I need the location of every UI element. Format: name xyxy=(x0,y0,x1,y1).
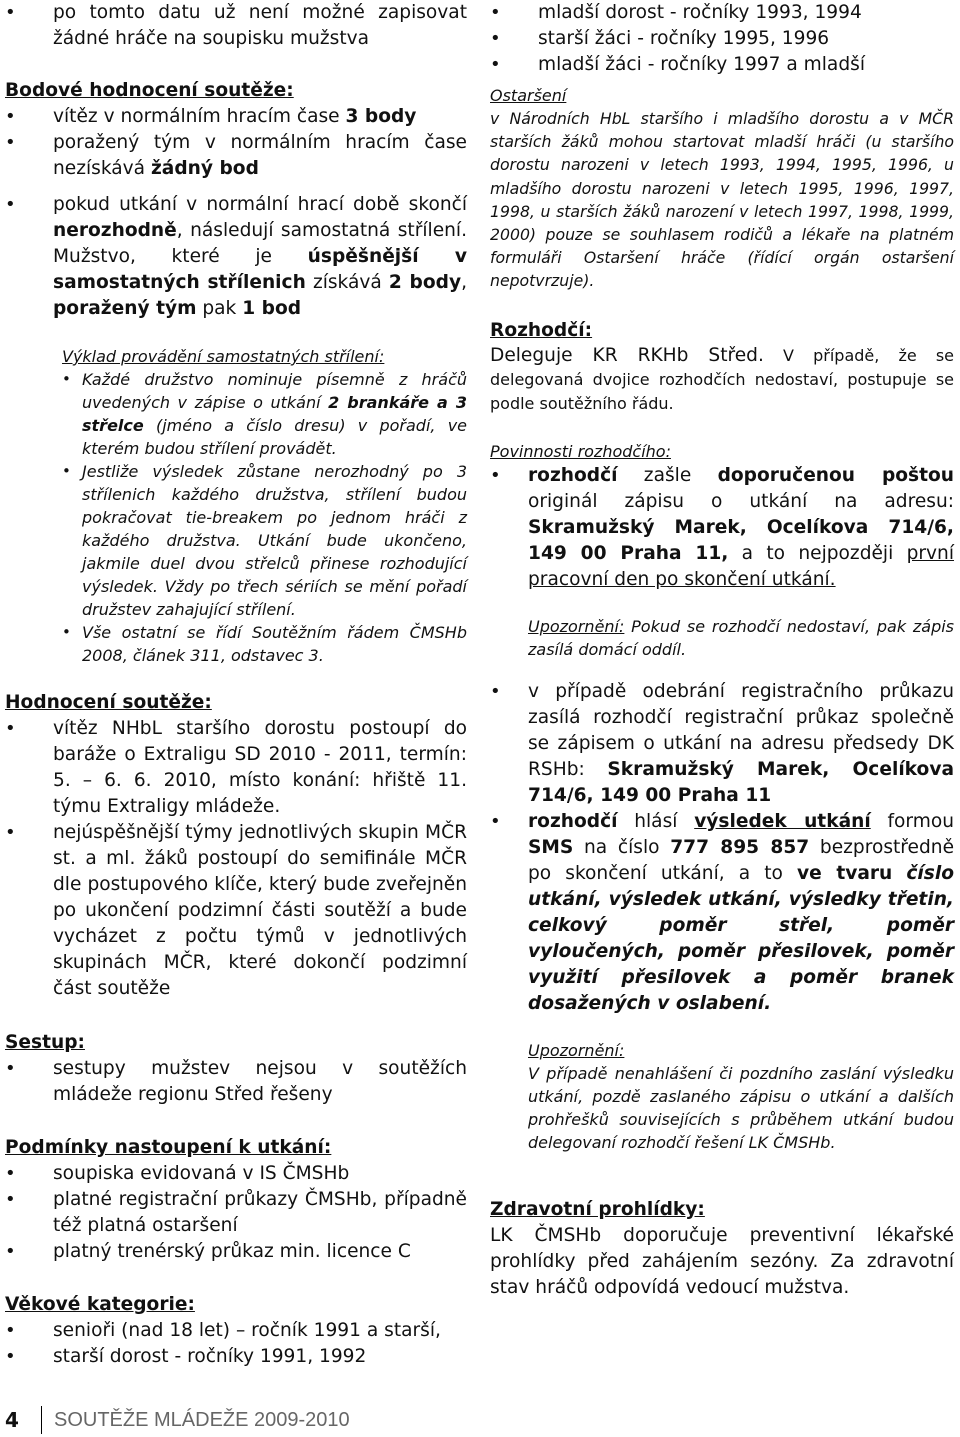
section-heading: Sestup: xyxy=(5,1032,85,1053)
footer-divider xyxy=(41,1406,42,1434)
list-item: • vítěz NHbL staršího dorostu postoupí do baráže o Extraligu SD 2010 - 2011, termín: 5. – 6. 6. 2010, místo konání: hřiště 11. týmu Extraligy mládeže. xyxy=(5,716,467,820)
list-item: • soupiska evidovaná v IS ČMSHb xyxy=(5,1161,467,1187)
section-heading: Podmínky nastoupení k utkání: xyxy=(5,1137,332,1158)
section-heading: Věkové kategorie: xyxy=(5,1294,195,1315)
section-text: Deleguje KR RKHb Střed. V případě, že se delegovaná dvojice rozhodčích nedostaví, postupuje se podle soutěžního řádu. xyxy=(490,345,955,413)
referee-duties-section xyxy=(490,440,954,1154)
medical-section xyxy=(490,1197,954,1301)
relegation-section xyxy=(5,1030,467,1108)
footer-title: SOUTĚŽE MLÁDEŽE 2009-2010 xyxy=(54,1408,350,1431)
list-item: • mladší žáci - ročníky 1997 a mladší xyxy=(490,52,954,78)
section-heading: Povinnosti rozhodčího: xyxy=(490,442,671,461)
list-item: • nejúspěšnější týmy jednotlivých skupin MČR st. a ml. žáků postoupí do semifinále MČR dle postupového klíče, který bude zveřejněn po ukončení podzimní části soutěží a bude vycházet z počtu týmů v jednotlivých skupinách MČR, které dokončí podzimní část soutěže xyxy=(5,820,467,1002)
section-text: v Národních HbL staršího i mladšího dorostu a v MČR starších žáků mohou startovat mladší hráči (u staršího dorostu narozeni v letech 1993, 1994, 1995, 1996, u mladšího dorostu narozeni v letech 1995, 1996, 1997, 1998, u starších žáků narození v letech 1997, 1998, 1999, 2000) pouze se souhlasem rodičů a lékaře na platném formuláři Ostaršení hráče (řídící orgán ostaršení nepotvrzuje). xyxy=(490,109,954,291)
list-item: • Jestliže výsledek zůstane nerozhodný po 3 střílenich každého družstva, střílení budou pokračovat tie-breakem po jednom hráči z každého družstva. Utkání bude ukončeno, jakmile duel dvou střelců přinese rozhodující výsledek. Vždy po třech sériích se mění pořadí družstev zahajující střílení. xyxy=(62,460,467,621)
page-footer xyxy=(5,1405,350,1435)
section-heading: Rozhodčí: xyxy=(490,320,593,341)
warning-note: Upozornění: Pokud se rozhodčí nedostaví, pak zápis zasílá domácí oddíl. xyxy=(528,617,954,659)
section-heading: Výklad provádění samostatných střílení: xyxy=(62,347,385,366)
list-item: • vítěz v normálním hracím čase 3 body xyxy=(5,104,467,130)
warning-note: Upozornění: V případě nenahlášení či pozdního zaslání výsledku utkání, pozdě zaslaného zápisu o utkání a dalších prohřešků souvisejících s průběhem utkání budou delegovaní rozhodčí řešení LK ČMSHb. xyxy=(528,1041,954,1152)
shootout-section xyxy=(62,345,467,667)
age-categories-continued xyxy=(490,0,954,78)
list-item: • Vše ostatní se řídí Soutěžním řádem ČMSHb 2008, článek 311, odstavec 3. xyxy=(62,621,467,667)
evaluation-section xyxy=(5,690,467,1002)
list-item: • rozhodčí zašle doporučenou poštou originál zápisu o utkání na adresu: Skramužský Marek, Ocelíkova 714/6, 149 00 Praha 11, a to nejpozději první pracovní den po skončení utkání. xyxy=(490,463,954,593)
section-text: LK ČMSHb doporučuje preventivní lékařské prohlídky před zahájením sezóny. Za zdravotní stav hráčů odpovídá vedoucí mužstva. xyxy=(490,1225,954,1298)
age-upgrade-section xyxy=(490,84,954,293)
section-heading: Ostaršení xyxy=(490,86,567,105)
section-heading: Hodnocení soutěže: xyxy=(5,692,212,713)
points-section xyxy=(5,78,467,322)
roster-continuation xyxy=(5,0,467,52)
list-item: • sestupy mužstev nejsou v soutěžích mládeže regionu Střed řešeny xyxy=(5,1056,467,1108)
list-item: • Každé družstvo nominuje písemně z hráčů uvedených v zápise o utkání 2 brankáře a 3 střelce (jméno a číslo dresu) v pořadí, ve kterém budou střílení provádět. xyxy=(62,368,467,460)
list-item: • senioři (nad 18 let) – ročník 1991 a starší, xyxy=(5,1318,467,1344)
referees-section xyxy=(490,318,954,416)
section-heading: Zdravotní prohlídky: xyxy=(490,1199,705,1220)
list-item: • starší dorost - ročníky 1991, 1992 xyxy=(5,1344,467,1370)
page-number: 4 xyxy=(5,1408,19,1432)
list-item: • pokud utkání v normální hrací době skončí nerozhodně, následují samostatná střílení. Mužstvo, které je úspěšnější v samostatných střílenich získává 2 body, poražený tým pak 1 bod xyxy=(5,192,467,322)
list-item: • v případě odebrání registračního průkazu zasílá rozhodčí registrační průkaz společně se zápisem o utkání na adresu předsedy DK RSHb: Skramužský Marek, Ocelíkova 714/6, 149 00 Praha 11 xyxy=(490,679,954,809)
age-categories-section xyxy=(5,1292,467,1370)
list-item: • po tomto datu už není možné zapisovat žádné hráče na soupisku mužstva xyxy=(5,0,467,52)
list-item: • rozhodčí hlásí výsledek utkání formou SMS na číslo 777 895 857 bezprostředně po skončení utkání, a to ve tvaru číslo utkání, výsledek utkání, výsledky třetin, celkový poměr střel, poměr vyloučených, poměr přesilovek, poměr využití přesilovek a poměr branek dosažených v oslabení. xyxy=(490,809,954,1017)
list-item: • poražený tým v normálním hracím čase nezískává žádný bod xyxy=(5,130,467,182)
list-item: • platné registrační průkazy ČMSHb, případně též platná ostaršení xyxy=(5,1187,467,1239)
conditions-section xyxy=(5,1135,467,1265)
section-heading: Bodové hodnocení soutěže: xyxy=(5,80,294,101)
list-item: • starší žáci - ročníky 1995, 1996 xyxy=(490,26,954,52)
list-item: • platný trenérský průkaz min. licence C xyxy=(5,1239,467,1265)
list-item: • mladší dorost - ročníky 1993, 1994 xyxy=(490,0,954,26)
